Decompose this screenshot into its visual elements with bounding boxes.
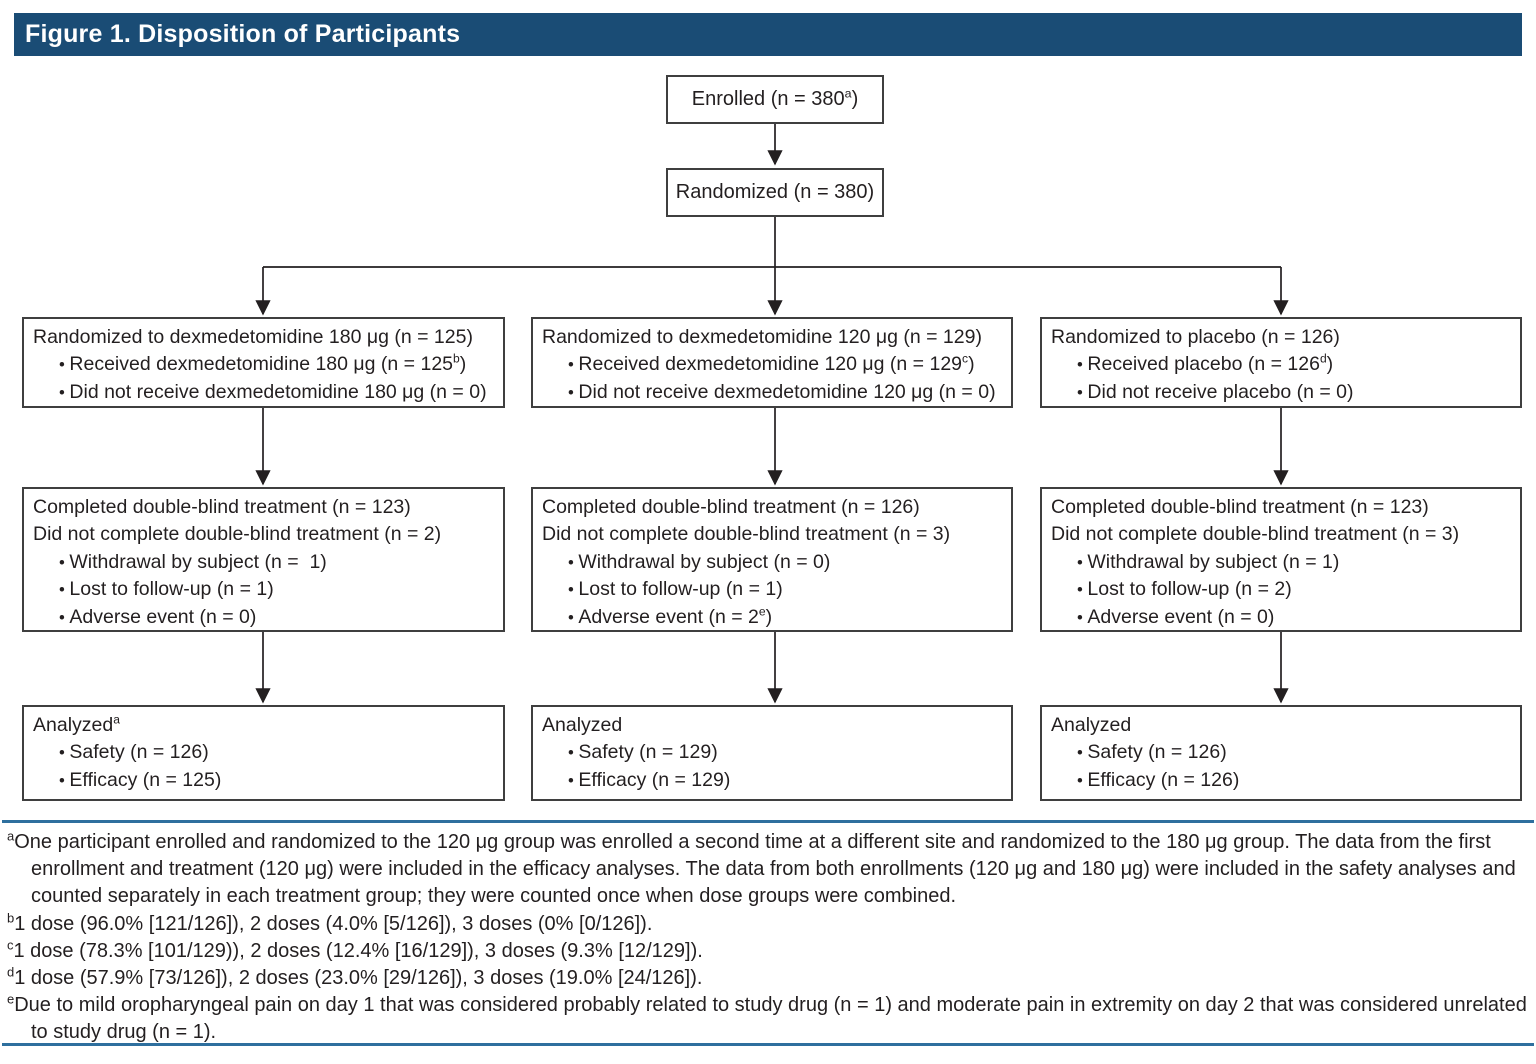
bullet-icon: • (59, 355, 70, 375)
text-segment: Adverse event (n = 0) (1087, 605, 1275, 628)
footnote-c (7, 938, 1531, 965)
superscript: b (453, 351, 460, 366)
text-segment: ) (968, 353, 975, 376)
text-segment: Completed double-blind treatment (n = 123) (33, 496, 411, 518)
flow-box-line (1051, 767, 1511, 794)
flow-box-line (33, 712, 494, 739)
footnote-text: Due to mild oropharyngeal pain on day 1 that was considered probably related to study drug (n = 1) and moderate pain in extremity on day 2 that was considered unrelated to study drug (n = 1). (14, 994, 1533, 1044)
flow-box-randomized (666, 168, 884, 217)
flow-box-line (1051, 604, 1511, 631)
superscript: e (758, 604, 766, 619)
bullet-icon: • (1077, 580, 1088, 600)
text-segment: Did not complete double-blind treatment (n = 3) (1051, 523, 1460, 546)
text-segment: Did not complete double-blind treatment (n = 3) (542, 523, 951, 546)
flow-box-line (33, 324, 494, 351)
flow-box-line (1051, 739, 1511, 766)
flow-box-arm2-randomized (531, 317, 1013, 408)
flow-box-line (33, 521, 494, 548)
text-segment: Received dexmedetomidine 180 μg (n = 125 (69, 353, 454, 376)
flow-box-line (542, 379, 1002, 406)
footnote-text: One participant enrolled and randomized to the 120 μg group was enrolled a second time at a different site and randomized to the 180 μg group. The data from the first enrollment and treatment (120 μg) were included in the efficacy analyses. The data from both enrollments (120 μg and 180 μg) were included in the safety analyses and counted separately in each treatment group; they were counted once when dose groups were combined. (14, 831, 1522, 908)
flow-box-line (33, 576, 494, 603)
text-segment: Completed double-blind treatment (n = 123) (1051, 496, 1429, 518)
figure-title: Figure 1. Disposition of Participants (25, 20, 461, 48)
footnote-marker: b (7, 909, 15, 925)
flow-box-line (676, 179, 874, 206)
text-segment: Analyzed (1051, 714, 1132, 736)
text-segment: Randomized (n = 380) (675, 180, 875, 203)
bullet-icon: • (1077, 607, 1088, 627)
text-segment: Lost to follow-up (n = 1) (578, 578, 783, 601)
bullet-icon: • (59, 607, 70, 627)
flow-box-line (542, 494, 1002, 521)
text-segment: Analyzed (542, 714, 623, 736)
flow-box-line (1051, 712, 1511, 739)
text-segment: ) (765, 605, 773, 628)
footnote-marker: a (7, 828, 15, 844)
text-segment: Randomized to placebo (n = 126) (1051, 326, 1340, 348)
text-segment: Completed double-blind treatment (n = 126) (542, 496, 920, 518)
footnote-separator-rule (2, 820, 1534, 823)
text-segment: Efficacy (n = 129) (578, 768, 731, 791)
flow-box-line (33, 739, 494, 766)
footnote-d (7, 965, 1531, 992)
flow-box-line (1051, 494, 1511, 521)
superscript: c (962, 351, 969, 366)
flow-box-arm1-completed (22, 487, 505, 632)
footnote-e (7, 992, 1531, 1046)
flow-box-arm1-randomized (22, 317, 505, 408)
superscript: d (1319, 351, 1327, 366)
flow-box-line (542, 604, 1002, 631)
footnote-marker: d (7, 964, 15, 980)
superscript: a (844, 86, 852, 101)
text-segment: Withdrawal by subject (n = 0) (578, 550, 831, 573)
flow-box-line (542, 712, 1002, 739)
flow-box-line (1051, 576, 1511, 603)
bullet-icon: • (568, 607, 579, 627)
flow-box-arm3-completed (1040, 487, 1522, 632)
text-segment: ) (851, 87, 859, 110)
flow-box-line (33, 604, 494, 631)
flow-box-arm2-analyzed (531, 705, 1013, 801)
flow-box-line (542, 549, 1002, 576)
bullet-icon: • (59, 743, 70, 763)
bullet-icon: • (1077, 382, 1088, 402)
bullet-icon: • (59, 552, 70, 572)
flow-box-line (692, 86, 858, 113)
footnote-a (7, 829, 1531, 911)
text-segment: Did not receive placebo (n = 0) (1087, 380, 1354, 403)
text-segment: Did not receive dexmedetomidine 120 μg (n = 0) (578, 380, 996, 403)
flow-box-line (542, 324, 1002, 351)
bullet-icon: • (568, 552, 579, 572)
superscript: a (113, 712, 120, 727)
bullet-icon: • (568, 743, 579, 763)
text-segment: Safety (n = 129) (578, 741, 718, 764)
bullet-icon: • (568, 355, 579, 375)
text-segment: Received dexmedetomidine 120 μg (n = 129 (578, 353, 963, 376)
text-segment: Analyzed (33, 714, 114, 736)
text-segment: Did not receive dexmedetomidine 180 μg (n = 0) (69, 380, 487, 403)
flow-box-line (1051, 521, 1511, 548)
text-segment: Randomized to dexmedetomidine 180 μg (n = 125) (33, 326, 473, 348)
text-segment: Adverse event (n = 2 (578, 605, 759, 628)
bullet-icon: • (59, 382, 70, 402)
flow-box-arm3-randomized (1040, 317, 1522, 408)
flow-box-line (33, 351, 494, 378)
text-segment: Adverse event (n = 0) (69, 605, 257, 628)
bullet-icon: • (1077, 743, 1088, 763)
text-segment: Withdrawal by subject (n = 1) (69, 550, 327, 573)
text-segment: Efficacy (n = 125) (69, 768, 222, 791)
text-segment: Received placebo (n = 126 (1087, 353, 1320, 376)
footnote-text: 1 dose (57.9% [73/126]), 2 doses (23.0% [29/126]), 3 doses (19.0% [24/126]). (14, 967, 703, 990)
footnote-text: 1 dose (78.3% [101/129)), 2 doses (12.4% [16/129]), 3 doses (9.3% [12/129]). (13, 939, 703, 962)
flow-box-line (1051, 379, 1511, 406)
flow-box-line (1051, 324, 1511, 351)
flow-box-line (542, 576, 1002, 603)
text-segment: Lost to follow-up (n = 1) (69, 578, 274, 601)
text-segment: ) (459, 353, 467, 376)
text-segment: ) (1326, 353, 1334, 376)
footnote-b (7, 911, 1531, 938)
flow-box-line (542, 739, 1002, 766)
flow-box-line (542, 767, 1002, 794)
flow-box-line (1051, 549, 1511, 576)
footnotes (7, 829, 1531, 1047)
bullet-icon: • (59, 770, 70, 790)
text-segment: Withdrawal by subject (n = 1) (1087, 550, 1340, 573)
text-segment: Lost to follow-up (n = 2) (1087, 578, 1292, 601)
text-segment: Randomized to dexmedetomidine 120 μg (n = 129) (542, 326, 982, 348)
text-segment: Enrolled (n = 380 (691, 87, 845, 110)
flow-box-line (542, 521, 1002, 548)
footnote-marker: e (7, 991, 15, 1007)
flow-box-line (33, 494, 494, 521)
text-segment: Efficacy (n = 126) (1087, 768, 1240, 791)
flow-box-enrolled (666, 75, 884, 124)
text-segment: Did not complete double-blind treatment (n = 2) (33, 523, 442, 546)
flow-box-line (542, 351, 1002, 378)
bullet-icon: • (568, 770, 579, 790)
flow-box-arm2-completed (531, 487, 1013, 632)
figure-header-bar (14, 13, 1522, 56)
flow-box-line (33, 549, 494, 576)
bullet-icon: • (1077, 552, 1088, 572)
flow-box-line (1051, 351, 1511, 378)
bottom-rule (2, 1043, 1534, 1046)
bullet-icon: • (568, 580, 579, 600)
flow-box-line (33, 767, 494, 794)
text-segment: Safety (n = 126) (1087, 741, 1227, 764)
flow-box-arm1-analyzed (22, 705, 505, 801)
footnote-marker: c (7, 937, 14, 953)
bullet-icon: • (1077, 355, 1088, 375)
flow-box-arm3-analyzed (1040, 705, 1522, 801)
bullet-icon: • (59, 580, 70, 600)
bullet-icon: • (1077, 770, 1088, 790)
text-segment: Safety (n = 126) (69, 741, 209, 764)
bullet-icon: • (568, 382, 579, 402)
flow-box-line (33, 379, 494, 406)
footnote-text: 1 dose (96.0% [121/126]), 2 doses (4.0% [5/126]), 3 doses (0% [0/126]). (14, 912, 653, 935)
